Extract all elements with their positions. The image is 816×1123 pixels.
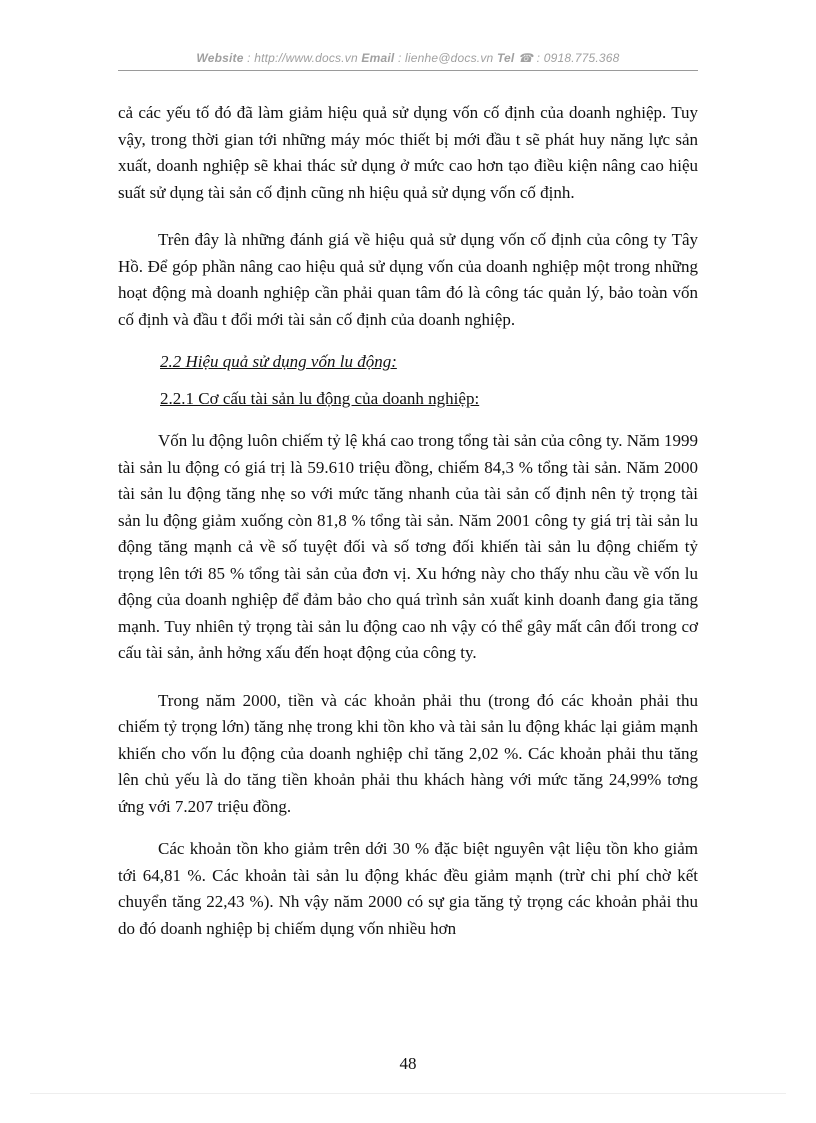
website-url[interactable]: : http://www.docs.vn — [243, 51, 362, 65]
header-divider — [118, 70, 698, 71]
tel-label: Tel — [496, 51, 515, 65]
website-label: Website — [196, 51, 244, 65]
footer-divider — [30, 1093, 786, 1094]
document-body — [118, 100, 698, 942]
subsection-heading: 2.2.1 Cơ cấu tài sản lu động của doanh nghiệp: — [160, 388, 480, 408]
tel-number: : 0918.775.368 — [533, 51, 620, 65]
paragraph-summary: Trên đây là những đánh giá về hiệu quả sử dụng vốn cố định của công ty Tây Hồ. Để góp phần nâng cao hiệu quả sử dụng vốn của doanh nghiệp một trong những hoạt động mà doanh nghiệp cần phải quan tâm đó là công tác quản lý, bảo toàn vốn cố định và đầu t đổi mới tài sản cố định của doanh nghiệp. — [118, 230, 698, 329]
email-label: Email — [361, 51, 395, 65]
email-address[interactable]: : lienhe@docs.vn — [394, 51, 497, 65]
paragraph-continuation: cả các yếu tố đó đã làm giảm hiệu quả sử dụng vốn cố định của doanh nghiệp. Tuy vậy, trong thời gian tới những máy móc thiết bị mới đầu t sẽ phát huy năng lực sản xuất, doanh nghiệp sẽ khai thác sử dụng ở mức cao hơn tạo điều kiện nâng cao hiệu suất sử dụng tài sản cố định cũng nh hiệu quả sử dụng vốn cố định. — [118, 103, 698, 202]
paragraph-structure: Vốn lu động luôn chiếm tỷ lệ khá cao trong tổng tài sản của công ty. Năm 1999 tài sản lu động có giá trị là 59.610 triệu đồng, chiếm 84,3 % tổng tài sản. Năm 2000 tài sản lu động tăng nhẹ so với mức tăng nhanh của tài sản cố định nên tỷ trọng tài sản lu động giảm xuống còn 81,8 % tổng tài sản. Năm 2001 công ty giá trị tài sản lu động tăng mạnh cả về số tuyệt đối và số tơng đối khiến tài sản lu động chiếm tỷ trọng lên tới 85 % tổng tài sản của đơn vị. Xu hớng này cho thấy nhu cầu về vốn lu động của doanh nghiệp để đảm bảo cho quá trình sản xuất kinh doanh đang gia tăng mạnh. Tuy nhiên tỷ trọng tài sản lu động cao nh vậy có thể gây mất cân đối trong cơ cấu tài sản, ảnh hởng xấu đến hoạt động của công ty. — [118, 431, 698, 662]
paragraph-2000-changes: Trong năm 2000, tiền và các khoản phải thu (trong đó các khoản phải thu chiếm tỷ trọng lớn) tăng nhẹ trong khi tồn kho và tài sản lu động khác lại giảm mạnh khiến cho vốn lu động của doanh nghiệp chỉ tăng 2,02 %. Các khoản phải thu tăng lên chủ yếu là do tăng tiền khoản phải thu khách hàng với mức tăng 24,99% tơng ứng với 7.207 triệu đồng. — [118, 690, 698, 816]
page-header — [0, 51, 816, 65]
page-number: 48 — [399, 1054, 417, 1073]
paragraph-inventory: Các khoản tồn kho giảm trên dới 30 % đặc biệt nguyên vật liệu tồn kho giảm tới 64,81 %. Các khoản tài sản lu động khác đều giảm mạnh (trừ chi phí chờ kết chuyển tăng 22,43 %). Nh vậy năm 2000 có sự gia tăng tỷ trọng các khoản phải thu do đó doanh nghiệp bị chiếm dụng vốn nhiều hơn — [118, 839, 698, 938]
phone-icon: ☎ — [517, 51, 534, 65]
section-heading: 2.2 Hiệu quả sử dụng vốn lu động: — [160, 352, 397, 371]
